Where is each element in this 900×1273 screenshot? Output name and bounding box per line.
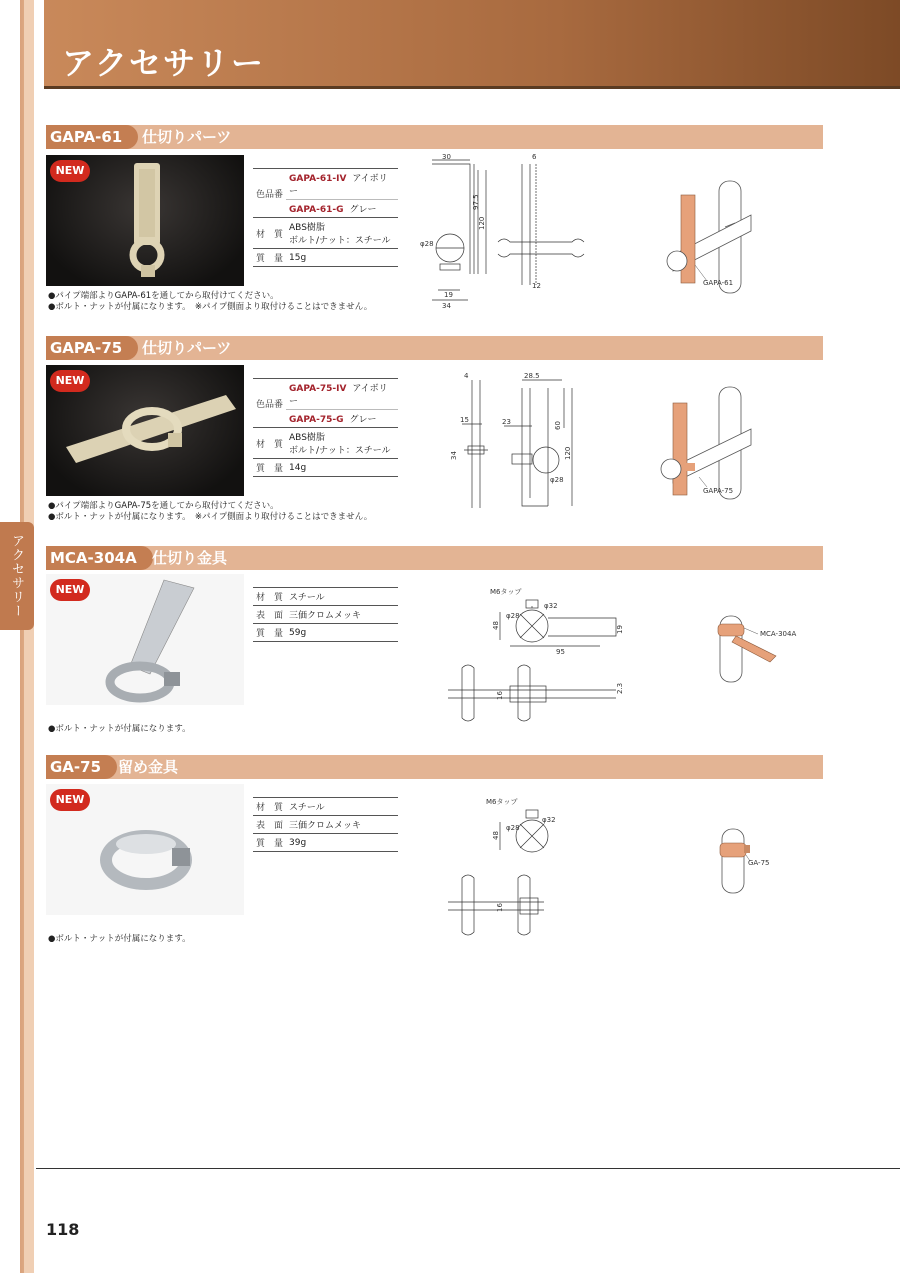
- spec-weight: 15g: [286, 249, 398, 267]
- side-tab[interactable]: [0, 522, 34, 630]
- spec-label-weight: 質 量: [253, 459, 286, 477]
- mounting-illustration-ga-75: [700, 825, 800, 895]
- section-bar-mca-304a: [46, 546, 823, 570]
- note: ●ボルト・ナットが付属になります。 ※パイプ側面より取付けることはできません。: [48, 512, 373, 522]
- dim-label: 48: [492, 831, 500, 840]
- variant-color: グレー: [349, 205, 377, 215]
- dim-label: φ28: [506, 612, 520, 620]
- spec-weight: 39g: [286, 834, 398, 852]
- note: ●ボルト・ナットが付属になります。 ※パイプ側面より取付けることはできません。: [48, 302, 373, 312]
- dim-label: 4: [464, 372, 469, 380]
- spec-material: ボルト/ナット：スチール: [289, 446, 391, 456]
- dim-label: 12: [532, 282, 541, 290]
- section-title: 仕切り金具: [152, 549, 228, 567]
- illustration-label: GAPA-61: [703, 279, 734, 287]
- dim-label: 16: [496, 903, 504, 912]
- dim-label: 19: [616, 625, 624, 634]
- variant-color: アイボリー: [289, 384, 388, 407]
- spec-surface: 三価クロムメッキ: [286, 606, 398, 624]
- illustration-label: MCA-304A: [760, 630, 797, 638]
- note: ●パイプ端部よりGAPA-75を通してから取付けてください。: [48, 501, 279, 511]
- spec-material: スチール: [286, 798, 398, 816]
- spec-weight: 14g: [286, 459, 398, 477]
- dim-label: 6: [532, 153, 537, 161]
- note: ●ボルト・ナットが付属になります。: [48, 934, 191, 944]
- variant-code: GAPA-61-G: [289, 205, 344, 215]
- spec-material: ABS樹脂: [289, 433, 325, 443]
- dimension-drawing-ga-75: [440, 790, 580, 940]
- page-header: [44, 0, 900, 86]
- side-strip: [0, 0, 34, 1273]
- spec-table-mca-304a: [253, 587, 398, 642]
- dim-label: M6タップ: [486, 798, 518, 806]
- dim-label: 34: [442, 302, 451, 310]
- variant-code: GAPA-61-IV: [289, 174, 347, 184]
- product-photo-gapa-61: [46, 155, 244, 286]
- illustration-label: GAPA-75: [703, 487, 734, 495]
- mounting-illustration-gapa-75: [655, 383, 785, 503]
- header-rule: [44, 86, 900, 89]
- mounting-illustration-mca-304a: [700, 610, 810, 685]
- product-photo-ga-75: [46, 784, 244, 915]
- spec-label-material: 材 質: [253, 798, 286, 816]
- dim-label: 60: [554, 421, 562, 430]
- variant-color: グレー: [349, 415, 377, 425]
- dim-label: φ28: [550, 476, 564, 484]
- spec-material: ABS樹脂: [289, 223, 325, 233]
- product-photo-gapa-75: [46, 365, 244, 496]
- spec-label-material: 材 質: [253, 588, 286, 606]
- variant-code: GAPA-75-G: [289, 415, 344, 425]
- notes-gapa-61: [48, 291, 372, 313]
- dim-label: 15: [460, 416, 469, 424]
- notes-gapa-75: [48, 501, 372, 523]
- notes-mca-304a: [48, 724, 191, 735]
- page-number: 118: [46, 1220, 80, 1239]
- dim-label: 16: [496, 691, 504, 700]
- product-photo-mca-304a: [46, 574, 244, 705]
- spec-weight: 59g: [286, 624, 398, 642]
- dim-label: 30: [442, 153, 451, 161]
- dimension-drawing-mca-304a: [440, 578, 630, 728]
- spec-surface: 三価クロムメッキ: [286, 816, 398, 834]
- notes-ga-75: [48, 934, 191, 945]
- dim-label: 23: [502, 418, 511, 426]
- spec-label-color: 色品番: [253, 379, 286, 428]
- illustration-label: GA-75: [748, 859, 770, 867]
- spec-label-surface: 表 面: [253, 606, 286, 624]
- note: ●ボルト・ナットが付属になります。: [48, 724, 191, 734]
- new-badge: NEW: [50, 789, 90, 811]
- section-code: GA-75: [46, 755, 117, 779]
- page-title: アクセサリー: [62, 44, 266, 82]
- spec-label-color: 色品番: [253, 169, 286, 218]
- variant-code: GAPA-75-IV: [289, 384, 347, 394]
- dim-label: 95: [556, 648, 565, 656]
- section-title: 留め金具: [118, 758, 179, 776]
- spec-label-material: 材 質: [253, 218, 286, 249]
- dim-label: φ28: [506, 824, 520, 832]
- dim-label: 97.5: [472, 194, 480, 210]
- dimension-drawing-gapa-75: [440, 368, 600, 513]
- spec-label-surface: 表 面: [253, 816, 286, 834]
- new-badge: NEW: [50, 579, 90, 601]
- dim-label: φ28: [420, 240, 434, 248]
- new-badge: NEW: [50, 160, 90, 182]
- section-bar-ga-75: [46, 755, 823, 779]
- dim-label: 28.5: [524, 372, 540, 380]
- dim-label: M6タップ: [490, 588, 522, 596]
- section-title: 仕切りパーツ: [142, 128, 232, 146]
- dim-label: φ32: [542, 816, 556, 824]
- spec-table-ga-75: [253, 797, 398, 852]
- new-badge: NEW: [50, 370, 90, 392]
- spec-label-weight: 質 量: [253, 834, 286, 852]
- note: ●パイプ端部よりGAPA-61を通してから取付けてください。: [48, 291, 279, 301]
- section-code: MCA-304A: [46, 546, 153, 570]
- dim-label: 19: [444, 291, 453, 299]
- spec-label-weight: 質 量: [253, 249, 286, 267]
- dim-label: 2.3: [616, 682, 624, 694]
- section-code: GAPA-61: [46, 125, 138, 149]
- spec-table-gapa-75: [253, 378, 398, 477]
- dim-label: 34: [450, 451, 458, 460]
- spec-label-material: 材 質: [253, 428, 286, 459]
- section-title: 仕切りパーツ: [142, 339, 232, 357]
- spec-material: スチール: [286, 588, 398, 606]
- spec-table-gapa-61: [253, 168, 398, 267]
- mounting-illustration-gapa-61: [655, 175, 785, 295]
- side-tab-label: アクセサリー: [9, 534, 24, 618]
- dim-label: 48: [492, 621, 500, 630]
- spec-label-weight: 質 量: [253, 624, 286, 642]
- section-bar-gapa-75: [46, 336, 823, 360]
- spec-material: ボルト/ナット：スチール: [289, 236, 391, 246]
- section-code: GAPA-75: [46, 336, 138, 360]
- variant-color: アイボリー: [289, 174, 388, 197]
- dimension-drawing-gapa-61: [412, 150, 592, 315]
- footer-rule: [36, 1168, 900, 1169]
- section-bar-gapa-61: [46, 125, 823, 149]
- dim-label: 120: [564, 446, 572, 460]
- dim-label: φ32: [544, 602, 558, 610]
- dim-label: 120: [478, 216, 486, 230]
